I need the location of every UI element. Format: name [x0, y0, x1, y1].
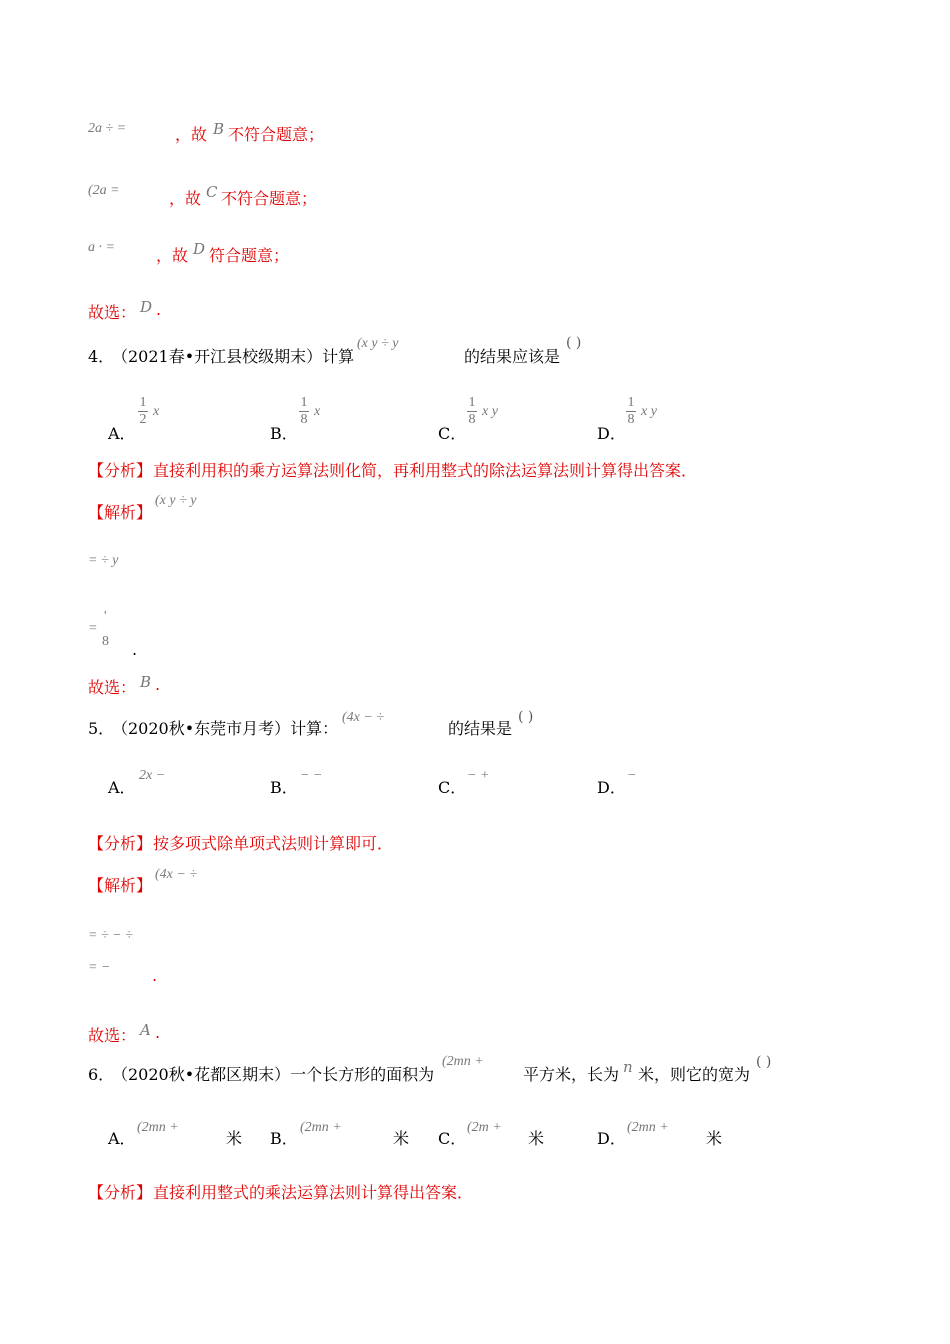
analysis-text: 直接利用积的乘方运算法则化简，再利用整式的除法运算法则计算得出答案．	[153, 461, 698, 480]
math-expression: (4x − ÷	[342, 710, 385, 725]
option-math: −	[627, 768, 637, 783]
var-n: n	[623, 1058, 633, 1076]
analysis-tag: 【分析】	[88, 834, 153, 853]
math-tail: x	[314, 404, 321, 419]
analysis-tag: 【分析】	[88, 1183, 153, 1202]
math-expression: (2a =	[88, 183, 120, 198]
analysis-tag: 【分析】	[88, 461, 153, 480]
option-label: A．	[108, 778, 136, 797]
option-label: C．	[438, 424, 467, 443]
text: ，故	[169, 189, 202, 208]
option-unit: 米	[226, 1129, 243, 1148]
option-label: D．	[597, 1129, 626, 1148]
answer-paren: ( )	[566, 335, 582, 351]
math-expression: a · =	[88, 240, 115, 255]
option-unit: 米	[528, 1129, 545, 1148]
math-step: = ÷ y	[88, 553, 119, 568]
question-source: （2020秋•东莞市月考）计算：	[112, 719, 339, 738]
math-step: = −	[88, 960, 111, 975]
answer-label: 故选：	[88, 678, 137, 697]
option-label: D．	[597, 424, 626, 443]
option-math: (2mn +	[627, 1120, 669, 1135]
math-expression: 2a ÷ =	[88, 121, 127, 136]
option-math: − +	[467, 768, 490, 783]
math-step-den: 8	[102, 634, 109, 649]
text: 不符合题意；	[228, 125, 325, 144]
fraction: 1 8	[300, 395, 308, 427]
option-unit: 米	[706, 1129, 723, 1148]
option-label: B．	[270, 778, 298, 797]
text: ，故	[175, 125, 208, 144]
option-label: B．	[270, 424, 298, 443]
question-text: 平方米，长为	[523, 1065, 620, 1084]
answer-label: 故选：	[88, 303, 137, 322]
letter: D	[193, 240, 206, 258]
math-tail: x y	[641, 404, 657, 419]
option-math: (2m +	[467, 1120, 502, 1135]
question-text: 米，则它的宽为	[638, 1065, 751, 1084]
question-number: 5．	[88, 719, 115, 738]
math-step: = ÷ − ÷	[88, 928, 133, 943]
math-tail: x y	[482, 404, 498, 419]
option-math: (2mn +	[300, 1120, 342, 1135]
option-math: 2x −	[139, 768, 166, 783]
answer-dot: .	[155, 675, 161, 694]
math-expression: (x y ÷ y	[155, 493, 197, 508]
math-step-dot: .	[132, 640, 138, 659]
question-source: （2020秋•花都区期末）一个长方形的面积为	[112, 1065, 435, 1084]
math-step-eq: =	[88, 621, 98, 636]
fraction: 1 8	[627, 395, 635, 427]
math-expression: (2mn +	[442, 1054, 484, 1069]
option-unit: 米	[393, 1129, 410, 1148]
math-tail: x	[153, 404, 160, 419]
letter: C	[206, 183, 218, 201]
answer-dot: .	[156, 300, 162, 319]
solution-tag: 【解析】	[88, 503, 153, 522]
letter: B	[213, 120, 225, 138]
analysis-text: 按多项式除单项式法则计算即可．	[153, 834, 394, 853]
option-math: − −	[300, 768, 323, 783]
math-step-num: '	[104, 609, 107, 624]
math-expression: (x y ÷ y	[357, 336, 399, 351]
question-suffix: 的结果是	[448, 719, 513, 738]
option-math: (2mn +	[137, 1120, 179, 1135]
text: ，故	[156, 246, 189, 265]
answer-dot: .	[155, 1023, 161, 1042]
answer-paren: ( )	[518, 709, 534, 725]
text: 不符合题意；	[221, 189, 318, 208]
answer-label: 故选：	[88, 1026, 137, 1045]
question-source: （2021春•开江县校级期末）计算	[112, 347, 355, 366]
fraction: 1 8	[468, 395, 476, 427]
option-label: A．	[108, 1129, 136, 1148]
answer-letter: D	[140, 298, 153, 316]
text: 符合题意；	[209, 246, 290, 265]
answer-letter: B	[140, 673, 152, 691]
fraction: 1 2	[139, 395, 147, 427]
option-label: C．	[438, 1129, 467, 1148]
question-number: 4．	[88, 347, 115, 366]
option-label: C．	[438, 778, 467, 797]
question-number: 6．	[88, 1065, 115, 1084]
answer-letter: A	[140, 1021, 151, 1039]
solution-tag: 【解析】	[88, 876, 153, 895]
math-step-dot: .	[152, 966, 158, 985]
analysis-text: 直接利用整式的乘法运算法则计算得出答案．	[153, 1183, 474, 1202]
math-expression: (4x − ÷	[155, 867, 198, 882]
question-suffix: 的结果应该是	[464, 347, 561, 366]
option-label: D．	[597, 778, 626, 797]
option-label: A．	[108, 424, 136, 443]
answer-paren: ( )	[756, 1054, 772, 1070]
option-label: B．	[270, 1129, 298, 1148]
